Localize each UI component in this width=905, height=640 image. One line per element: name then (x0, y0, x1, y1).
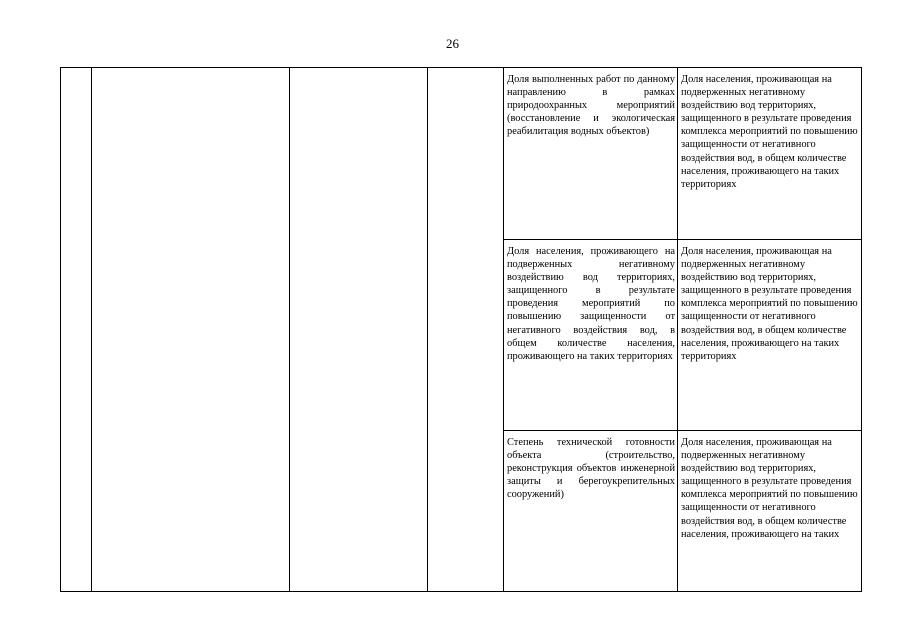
indicator-cell: Степень технической готовности объекта (строительство, реконструкция объектов инженерной защиты и берегоукрепительных сооружений) (504, 431, 678, 592)
indicators-table (60, 67, 862, 592)
result-cell: Доля населения, проживающая на подверженных негативному воздействию вод территориях, защищенного в результате проведения комплекса мероприятий по повышению защищенности от негативного воздействия вод, в общем количестве населения, проживающего на таких (678, 431, 862, 592)
result-cell: Доля населения, проживающая на подверженных негативному воздействию вод территориях, защищенного в результате проведения комплекса мероприятий по повышению защищенности от негативного воздействия вод, в общем количестве населения, проживающего на таких территориях (678, 68, 862, 240)
table-cell-empty (290, 68, 428, 592)
page-number: 26 (446, 36, 459, 51)
indicator-cell: Доля выполненных работ по данному направлению в рамках природоохранных мероприятий (восстановление и экологическая реабилитация водных объектов) (504, 68, 678, 240)
table-cell-empty (428, 68, 504, 592)
result-cell: Доля населения, проживающая на подверженных негативному воздействию вод территориях, защищенного в результате проведения комплекса мероприятий по повышению защищенности от негативного воздействия вод, в общем количестве населения, проживающего на таких территориях (678, 240, 862, 431)
table-cell-empty (92, 68, 290, 592)
table-row (61, 68, 862, 240)
indicator-cell: Доля населения, проживающего на подверженных негативному воздействию вод территориях, защищенного в результате проведения мероприятий по повышению защищенности от негативного воздействия вод, в общем количестве населения, проживающего на таких территориях (504, 240, 678, 431)
table-cell-empty (61, 68, 92, 592)
